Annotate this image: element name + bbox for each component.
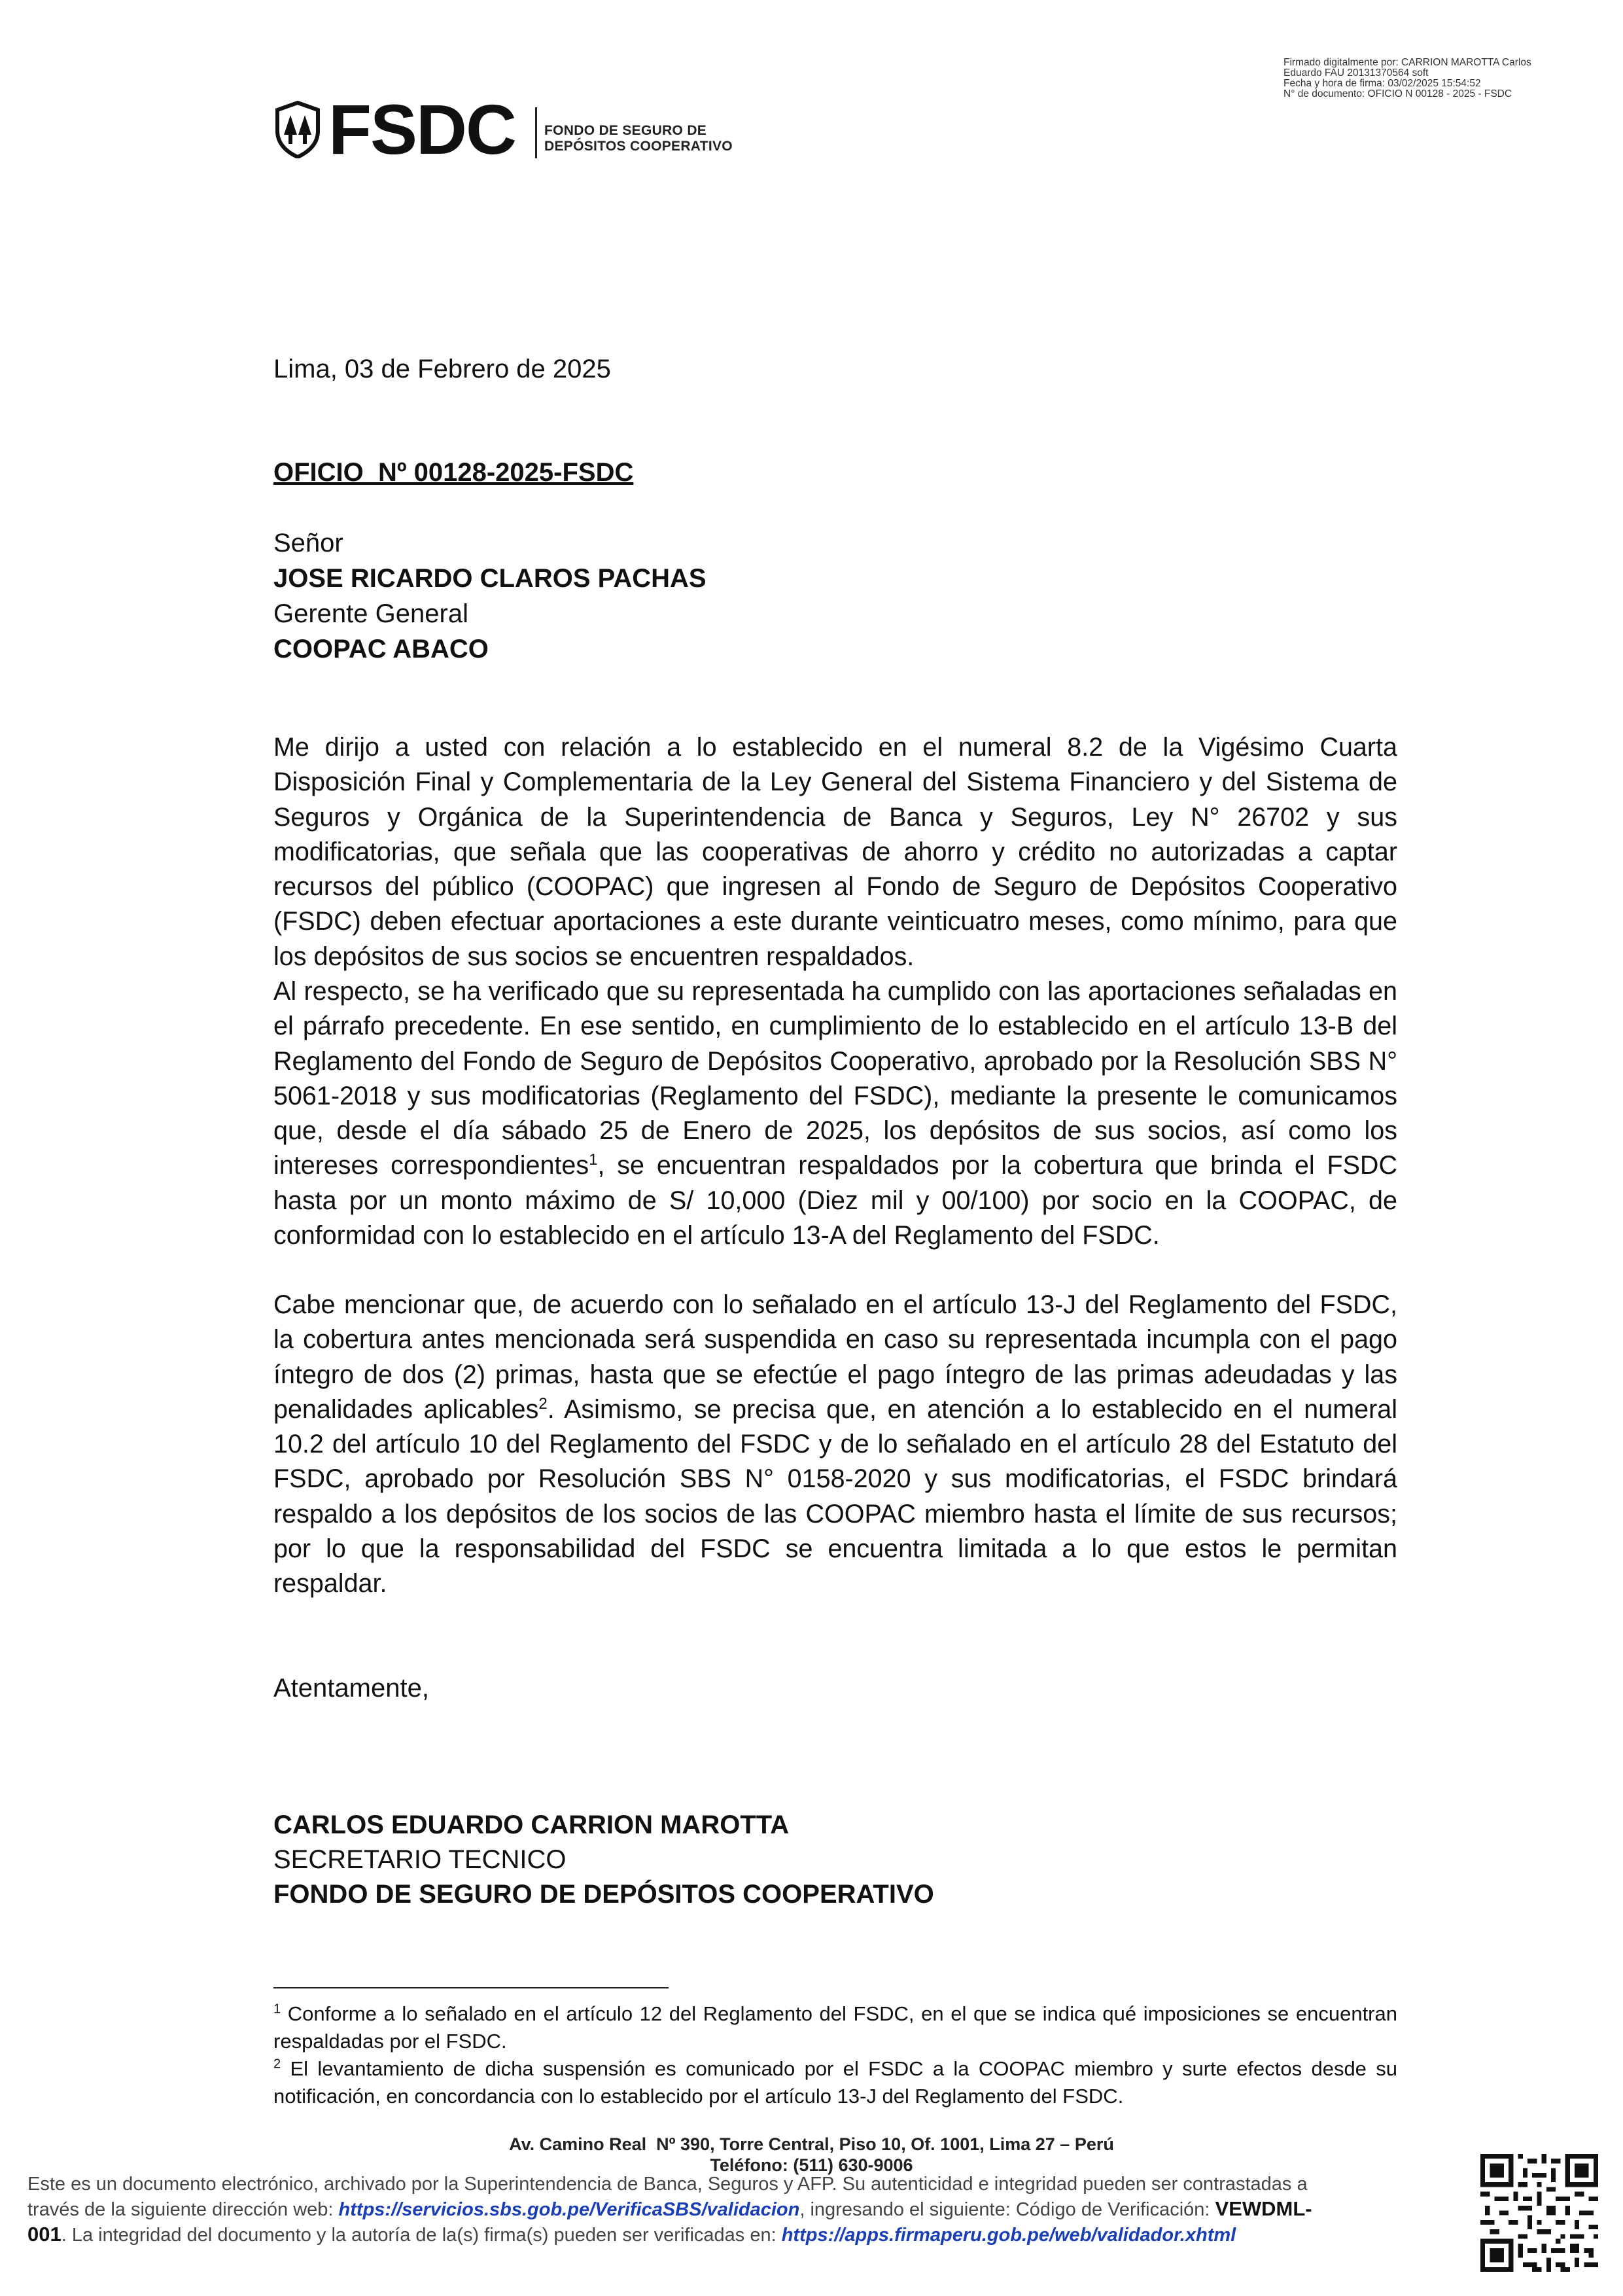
- body-paragraph-2: Al respecto, se ha verificado que su representada ha cumplido con las aportaciones señaladas en el párrafo precedente. En ese sentido, en cumplimiento de lo establecido en el artículo 13-B del Reglamento del Fondo de Seguro de Depósitos Cooperativo, aprobado por la Resolución SBS N° 5061-2018 y sus modificatorias (Reglamento del FSDC), mediante la presente le comunicamos que, desde el día sábado 25 de Enero de 2025, los depósitos de sus socios, así como los intereses correspondientes$^1$, se encuentran respaldados por la cobertura que brinda el FSDC hasta por un monto máximo de S/ 10,000 (Diez mil y 00/100) por socio en la COOPAC, de conformidad con lo establecido en el artículo 13-A del Reglamento del FSDC.: [273, 977, 1397, 1250]
- signature-line: Firmado digitalmente por: CARRION MAROTTA Carlos: [1283, 57, 1531, 68]
- signer-name: CARLOS EDUARDO CARRION MAROTTA: [273, 1810, 790, 1839]
- logo-subtitle: FONDO DE SEGURO DE DEPÓSITOS COOPERATIVO: [544, 123, 733, 154]
- footnote-divider: [273, 1987, 669, 1988]
- verification-code: VEWDML-001: [27, 2197, 1312, 2246]
- footnote-ref-2: 2: [538, 1394, 548, 1413]
- firmaperu-validator-link[interactable]: https://apps.firmaperu.gob.pe/web/validador.xhtml: [781, 2225, 1236, 2246]
- footnote-2: $^2$ El levantamiento de dicha suspensión es comunicado por el FSDC a la COOPAC miembro y surte efectos desde su notificación, en concordancia con lo establecido por el artículo 13-J del Reglamento del FSDC.: [273, 2057, 1397, 2108]
- digital-signature-stamp: [1283, 58, 1591, 99]
- qr-code: [1480, 2154, 1598, 2272]
- recipient-salutation: Señor: [273, 529, 343, 557]
- footer-address-block: [0, 2134, 1623, 2176]
- logo-wordmark: FSDC: [328, 90, 515, 169]
- letter-closing: Atentamente,: [273, 1674, 429, 1703]
- signature-line: Fecha y hora de firma: 03/02/2025 15:54:52: [1283, 78, 1481, 89]
- footnote-1: $^1$ Conforme a lo señalado en el artículo 12 del Reglamento del FSDC, en el que se indica qué imposiciones se encuentran respaldadas por el FSDC.: [273, 2002, 1397, 2053]
- letter-date: Lima, 03 de Febrero de 2025: [273, 355, 611, 383]
- sbs-verification-link[interactable]: https://servicios.sbs.gob.pe/VerificaSBS/validacion: [338, 2199, 800, 2220]
- footer-address: Av. Camino Real Nº 390, Torre Central, Piso 10, Of. 1001, Lima 27 – Perú: [509, 2134, 1114, 2154]
- signer-organization: FONDO DE SEGURO DE DEPÓSITOS COOPERATIVO: [273, 1880, 934, 1909]
- signer-position: SECRETARIO TECNICO: [273, 1845, 567, 1874]
- body-paragraph-1: Me dirijo a usted con relación a lo establecido en el numeral 8.2 de la Vigésimo Cuarta Disposición Final y Complementaria de la Ley General del Sistema Financiero y del Sistema de Seguros y Orgánica de la Superintendencia de Banca y Seguros, Ley N° 26702 y sus modificatorias, que señala que las cooperativas de ahorro y crédito no autorizadas a captar recursos del público (COOPAC) que ingresen al Fondo de Seguro de Depósitos Cooperativo (FSDC) deben efectuar aportaciones a este durante veinticuatro meses, como mínimo, para que los depósitos de sus socios se encuentren respaldados.: [273, 733, 1397, 971]
- verification-notice: Este es un documento electrónico, archivado por la Superintendencia de Banca, Seguros y AFP. Su autenticidad e integridad pueden ser contrastadas a través de la siguiente dirección web: https://servicios.sbs.gob.pe/VerificaSBS/validacion, ingresando el siguiente: Código de Verificación: VEWDML-001. La integridad del documento y la autoría de la(s) firma(s) pueden ser verificadas en: https://apps.firmaperu.gob.pe/web/validador.xhtml: [27, 2174, 1312, 2246]
- recipient-title: Gerente General: [273, 599, 468, 628]
- footnotes: [273, 2000, 1397, 2110]
- shield-trees-icon: [275, 101, 321, 158]
- logo-divider: [535, 107, 537, 158]
- signature-line: Eduardo FAU 20131370564 soft: [1283, 67, 1429, 79]
- recipient-block: [273, 525, 707, 667]
- letter-reference: OFICIO Nº 00128-2025-FSDC: [273, 458, 634, 487]
- signature-line: N° de documento: OFICIO N 00128 - 2025 - FSDC: [1283, 88, 1512, 99]
- footnote-ref-1: 1: [589, 1151, 598, 1169]
- body-paragraph-3: Cabe mencionar que, de acuerdo con lo señalado en el artículo 13-J del Reglamento del FSDC, la cobertura antes mencionada será suspendida en caso su representada incumpla con el pago íntegro de dos (2) primas, hasta que se efectúe el pago íntegro de las primas adeudadas y las penalidades aplicables$^2$. Asimismo, se precisa que, en atención a lo establecido en el numeral 10.2 del artículo 10 del Reglamento del FSDC y de lo señalado en el artículo 28 del Estatuto del FSDC, aprobado por Resolución SBS N° 0158-2020 y sus modificatorias, el FSDC brindará respaldo a los depósitos de los socios de las COOPAC miembro hasta el límite de sus recursos; por lo que la responsabilidad del FSDC se encuentra limitada a lo que estos le permitan respaldar.: [273, 1290, 1398, 1598]
- signer-block: [273, 1808, 934, 1912]
- recipient-name: JOSE RICARDO CLAROS PACHAS: [273, 564, 707, 593]
- recipient-organization: COOPAC ABACO: [273, 635, 489, 663]
- footer-phone: Teléfono: (511) 630-9006: [710, 2155, 913, 2175]
